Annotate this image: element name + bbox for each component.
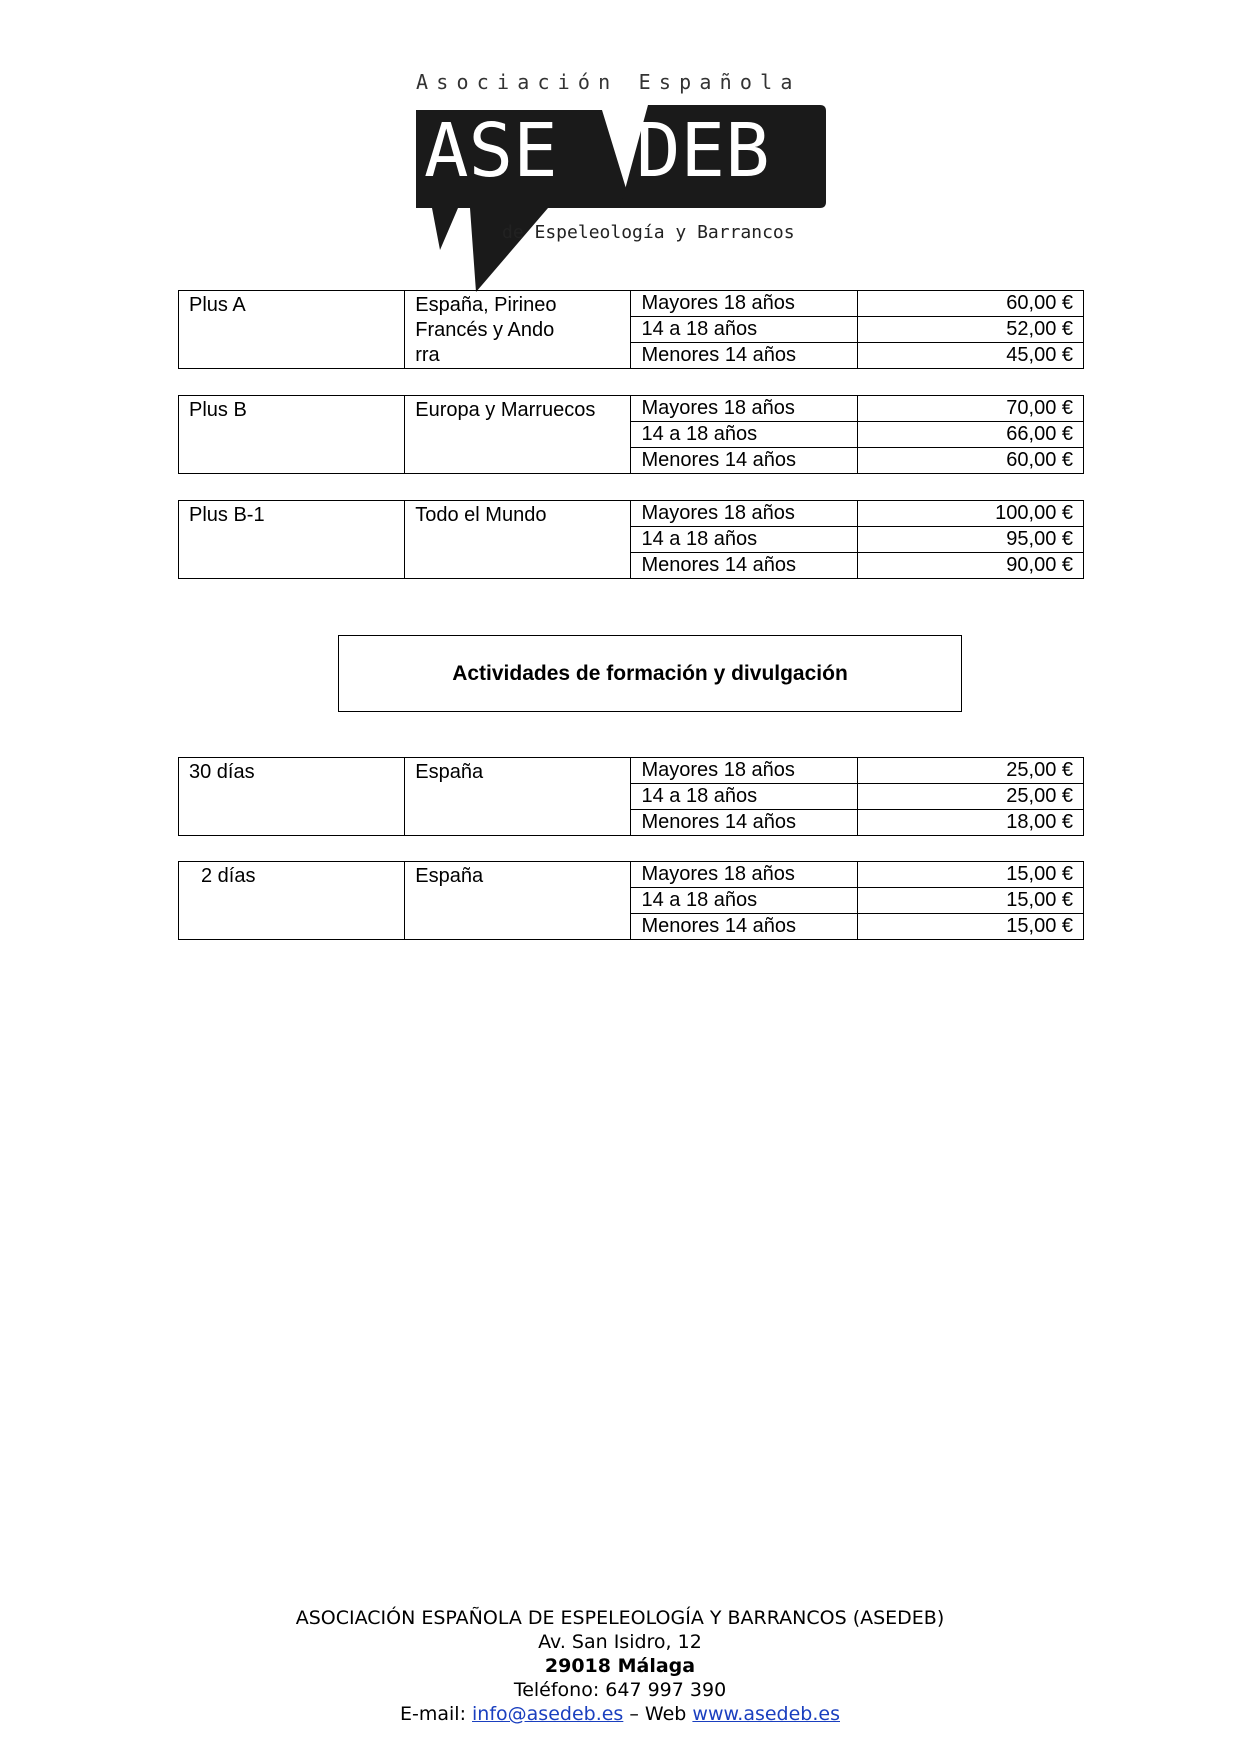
- price-table-2-dias: [178, 861, 1084, 940]
- plan-destination: España: [405, 758, 631, 836]
- price-table-30-dias: [178, 757, 1084, 836]
- price: 90,00 €: [857, 553, 1083, 579]
- plan-name: 2 días: [179, 862, 405, 940]
- plan-destination: Europa y Marruecos: [405, 396, 631, 474]
- age-group: Menores 14 años: [631, 448, 857, 474]
- footer-contact: [0, 1702, 1240, 1726]
- price: 66,00 €: [857, 422, 1083, 448]
- plan-name: Plus B: [179, 396, 405, 474]
- table-row: [179, 758, 1084, 784]
- table-row: [179, 501, 1084, 527]
- price: 60,00 €: [857, 448, 1083, 474]
- footer-city: 29018 Málaga: [544, 1655, 696, 1677]
- age-group: 14 a 18 años: [631, 317, 857, 343]
- destination-line-3: rra: [415, 344, 440, 366]
- logo-bottom-text: de Espeleología y Barrancos: [502, 222, 795, 243]
- price: 15,00 €: [857, 914, 1083, 940]
- plan-name: 30 días: [179, 758, 405, 836]
- price: 25,00 €: [857, 758, 1083, 784]
- logo-word-right: DEB: [636, 108, 770, 194]
- price: 100,00 €: [857, 501, 1083, 527]
- plan-destination: Todo el Mundo: [405, 501, 631, 579]
- logo-top-text: Asociación Española: [416, 70, 801, 94]
- price: 45,00 €: [857, 343, 1083, 369]
- footer-address: Av. San Isidro, 12: [538, 1631, 702, 1653]
- footer-web-link[interactable]: www.asedeb.es: [692, 1703, 840, 1725]
- age-group: 14 a 18 años: [631, 888, 857, 914]
- price: 15,00 €: [857, 888, 1083, 914]
- plan-destination: [405, 291, 631, 369]
- plan-destination: España: [405, 862, 631, 940]
- destination-line-2: Francés y Ando: [415, 319, 555, 341]
- plan-name: Plus B-1: [179, 501, 405, 579]
- age-group: Mayores 18 años: [631, 862, 857, 888]
- price-table-plus-b-1: [178, 500, 1084, 579]
- logo-word-left: ASE: [424, 108, 558, 194]
- footer-phone: Teléfono: 647 997 390: [513, 1679, 727, 1701]
- asedeb-logo: [400, 60, 840, 300]
- age-group: Mayores 18 años: [631, 396, 857, 422]
- footer-email-label: E-mail:: [400, 1703, 466, 1725]
- table-row: [179, 862, 1084, 888]
- age-group: Menores 14 años: [631, 343, 857, 369]
- footer-web-separator: – Web: [629, 1703, 687, 1725]
- age-group: Menores 14 años: [631, 553, 857, 579]
- section-title-box: [338, 635, 962, 712]
- section-title: Actividades de formación y divulgación: [452, 661, 848, 685]
- price: 18,00 €: [857, 810, 1083, 836]
- price: 95,00 €: [857, 527, 1083, 553]
- price: 25,00 €: [857, 784, 1083, 810]
- age-group: Mayores 18 años: [631, 291, 857, 317]
- age-group: Menores 14 años: [631, 810, 857, 836]
- table-row: [179, 396, 1084, 422]
- price: 52,00 €: [857, 317, 1083, 343]
- page-footer: [0, 1606, 1240, 1726]
- price: 15,00 €: [857, 862, 1083, 888]
- price: 70,00 €: [857, 396, 1083, 422]
- footer-email-link[interactable]: info@asedeb.es: [472, 1703, 624, 1725]
- footer-org: ASOCIACIÓN ESPAÑOLA DE ESPELEOLOGÍA Y BARRANCOS (ASEDEB): [295, 1607, 945, 1629]
- age-group: 14 a 18 años: [631, 784, 857, 810]
- table-row: [179, 291, 1084, 317]
- price-table-plus-a: [178, 290, 1084, 369]
- age-group: Mayores 18 años: [631, 501, 857, 527]
- age-group: 14 a 18 años: [631, 422, 857, 448]
- age-group: 14 a 18 años: [631, 527, 857, 553]
- price-table-plus-b: [178, 395, 1084, 474]
- price: 60,00 €: [857, 291, 1083, 317]
- age-group: Mayores 18 años: [631, 758, 857, 784]
- destination-line-1: España, Pirineo: [415, 294, 557, 316]
- plan-name: Plus A: [179, 291, 405, 369]
- age-group: Menores 14 años: [631, 914, 857, 940]
